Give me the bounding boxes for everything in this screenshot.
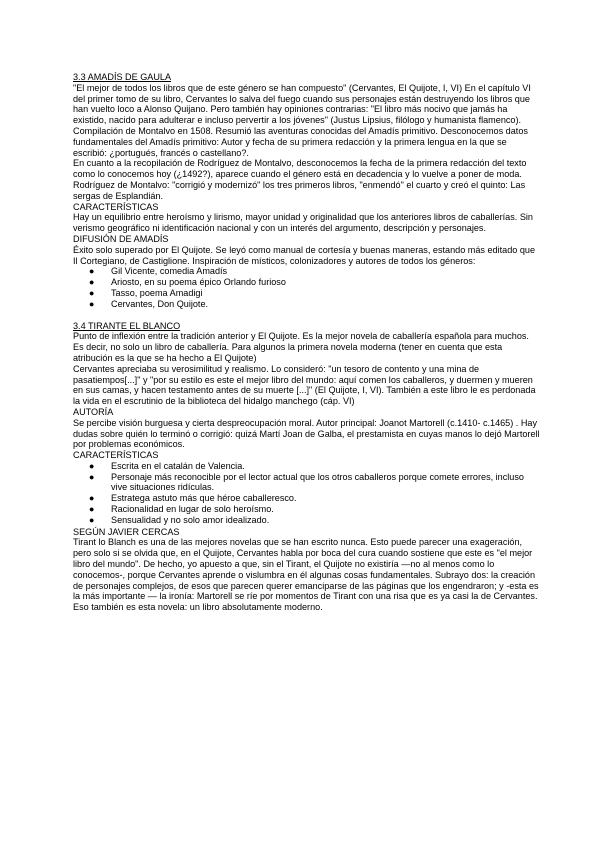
paragraph: Cervantes apreciaba su verosimilitud y realismo. Lo consideró: "un tesoro de contento y una mina de pasatiempos[...]" y "por su estilo es este el mejor libro del mundo: aquí comen los caballeros, y duermen y mueren en sus camas, y hacen testamento antes de su muerte [...]" (El Quijote, I, VI). También a este libro le es perdonada la vida en el escrutinio de la biblioteca del hidalgo manchego (cáp. VI) xyxy=(73,363,536,407)
list-item: ● Cervantes, Don Quijote. xyxy=(89,298,209,309)
bullet-list-difusion xyxy=(73,266,540,309)
bullet-icon: ● xyxy=(89,471,95,482)
bullet-icon: ● xyxy=(89,460,95,471)
list-item: ● Ariosto, en su poema épico Orlando furioso xyxy=(89,277,286,288)
subheading-caracteristicas: CARACTERÍSTICAS xyxy=(73,201,159,212)
list-item: ● Personaje más reconocible por el lector actual que los otros caballeros porque comete errores, incluso vive situaciones ridículas. xyxy=(89,471,524,493)
list-item: ● Estratega astuto más que héroe caballeresco. xyxy=(89,493,297,504)
section-amadis xyxy=(73,72,540,310)
subheading-autoria: AUTORÍA xyxy=(73,406,114,417)
list-item: ● Gil Vicente, comedia Amadís xyxy=(89,266,228,277)
bullet-icon: ● xyxy=(89,514,95,525)
paragraph: Rodríguez de Montalvo: "corrigió y modernizó" los tres primeros libros, "enmendó" el cuarto y creó el quinto: Las sergas de Esplandián. xyxy=(73,179,526,201)
section-title-amadis: 3.3 AMADÍS DE GAULA xyxy=(73,72,172,82)
bullet-icon: ● xyxy=(89,287,95,298)
paragraph: Tirant lo Blanch es una de las mejores novelas que se han escrito nunca. Esto puede parecer una exageración, pero solo si se olvida que, en el Quijote, Cervantes habla por boca del cura cuando sostiene que este es "el mejor libro del mundo". De hecho, yo apuesto a que, sin el Tirant, el Quijote no existiría —no al menos como lo conocemos-, porque Cervantes aprende o vislumbra en él algunas cosas fundamentales. Subrayo dos: la creación de personajes complejos, de esos que parecen querer emanciparse de las páginas que los engendraron; y -esta es la más importante — la ironía: Martorell se ríe por momentos de Tirant con una risa que es ya casi la de Cervantes. Eso también es esta novela: un libro absolutamente moderno. xyxy=(73,537,539,613)
bullet-icon: ● xyxy=(89,277,95,288)
list-item: ● Sensualidad y no solo amor idealizado. xyxy=(89,514,270,525)
list-item: ● Escrita en el catalán de Valencia. xyxy=(89,460,245,471)
paragraph: Se percibe visión burguesa y cierta despreocupación moral. Autor principal: Joanot Martorell (c.1410- c.1465) . Hay dudas sobre quién lo terminó o corrigió: quizá Martí Joan de Galba, el prestamista en cuyas manos lo dejó Martorell por problemas económicos. xyxy=(73,417,540,450)
list-item: ● Tasso, poema Amadigi xyxy=(89,287,203,298)
paragraph: "El mejor de todos los libros que de este género se han compuesto" (Cervantes, El Quijote, I, VI) En el capítulo VI del primer tomo de su libro, Cervantes lo salva del fuego cuando sus personajes están destruyendo los libros que han vuelto loco a Alonso Quijano. Pero también hay opiniones contrarias: "El libro más nocivo que jamás ha existido, nacido para adulterar e incluso pervertir a los jóvenes" (Justus Lipsius, filólogo y humanista flamenco). xyxy=(73,82,531,126)
bullet-icon: ● xyxy=(89,493,95,504)
bullet-icon: ● xyxy=(89,298,95,309)
paragraph: Hay un equilibrio entre heroísmo y lirismo, mayor unidad y originalidad que los anteriores libros de caballerías. Sin verismo geográfico ni identificación nacional y con un interés del argumento, descripción y personajes. xyxy=(73,212,533,234)
paragraph: En cuanto a la recopilación de Rodríguez de Montalvo, desconocemos la fecha de la primera redacción del texto como lo conocemos hoy (¿1492?), aparece cuando el género está en decadencia y lo vuelve a poner de moda. xyxy=(73,158,527,180)
subheading-caracteristicas: CARACTERÍSTICAS xyxy=(73,450,159,461)
paragraph: Éxito solo superado por El Quijote. Se leyó como manual de cortesía y buenas maneras, estando más editado que Il Cortegiano, de Castiglione. Inspiración de místicos, colonizadores y autores de todos los géneros: xyxy=(73,244,536,266)
section-title-tirante: 3.4 TIRANTE EL BLANCO xyxy=(73,320,181,331)
section-tirante xyxy=(73,321,540,614)
bullet-list-caracteristicas xyxy=(73,461,540,526)
bullet-icon: ● xyxy=(89,266,95,277)
list-item: ● Racionalidad en lugar de solo heroísmo. xyxy=(89,504,274,515)
paragraph: Punto de inflexión entre la tradición anterior y El Quijote. Es la mejor novela de caballería española para muchos. Es decir, no solo un libro de caballería. Para algunos la primera novela moderna (tener en cuenta que esta atribución es la que se ha hecho a El Quijote) xyxy=(73,331,529,363)
subheading-difusion: DIFUSIÓN DE AMADÍS xyxy=(73,233,169,244)
bullet-icon: ● xyxy=(89,504,95,515)
section-gap xyxy=(73,311,540,321)
paragraph: Compilación de Montalvo en 1508. Resumió las aventuras conocidas del Amadís primitivo. Desconocemos datos fundamentales del Amadís primitivo: Autor y fecha de su primera redacción y la primera lengua en la que se escribió: ¿portugués, francés o castellano?. xyxy=(73,125,528,158)
subheading-cercas: SEGÚN JAVIER CERCAS xyxy=(73,526,180,537)
